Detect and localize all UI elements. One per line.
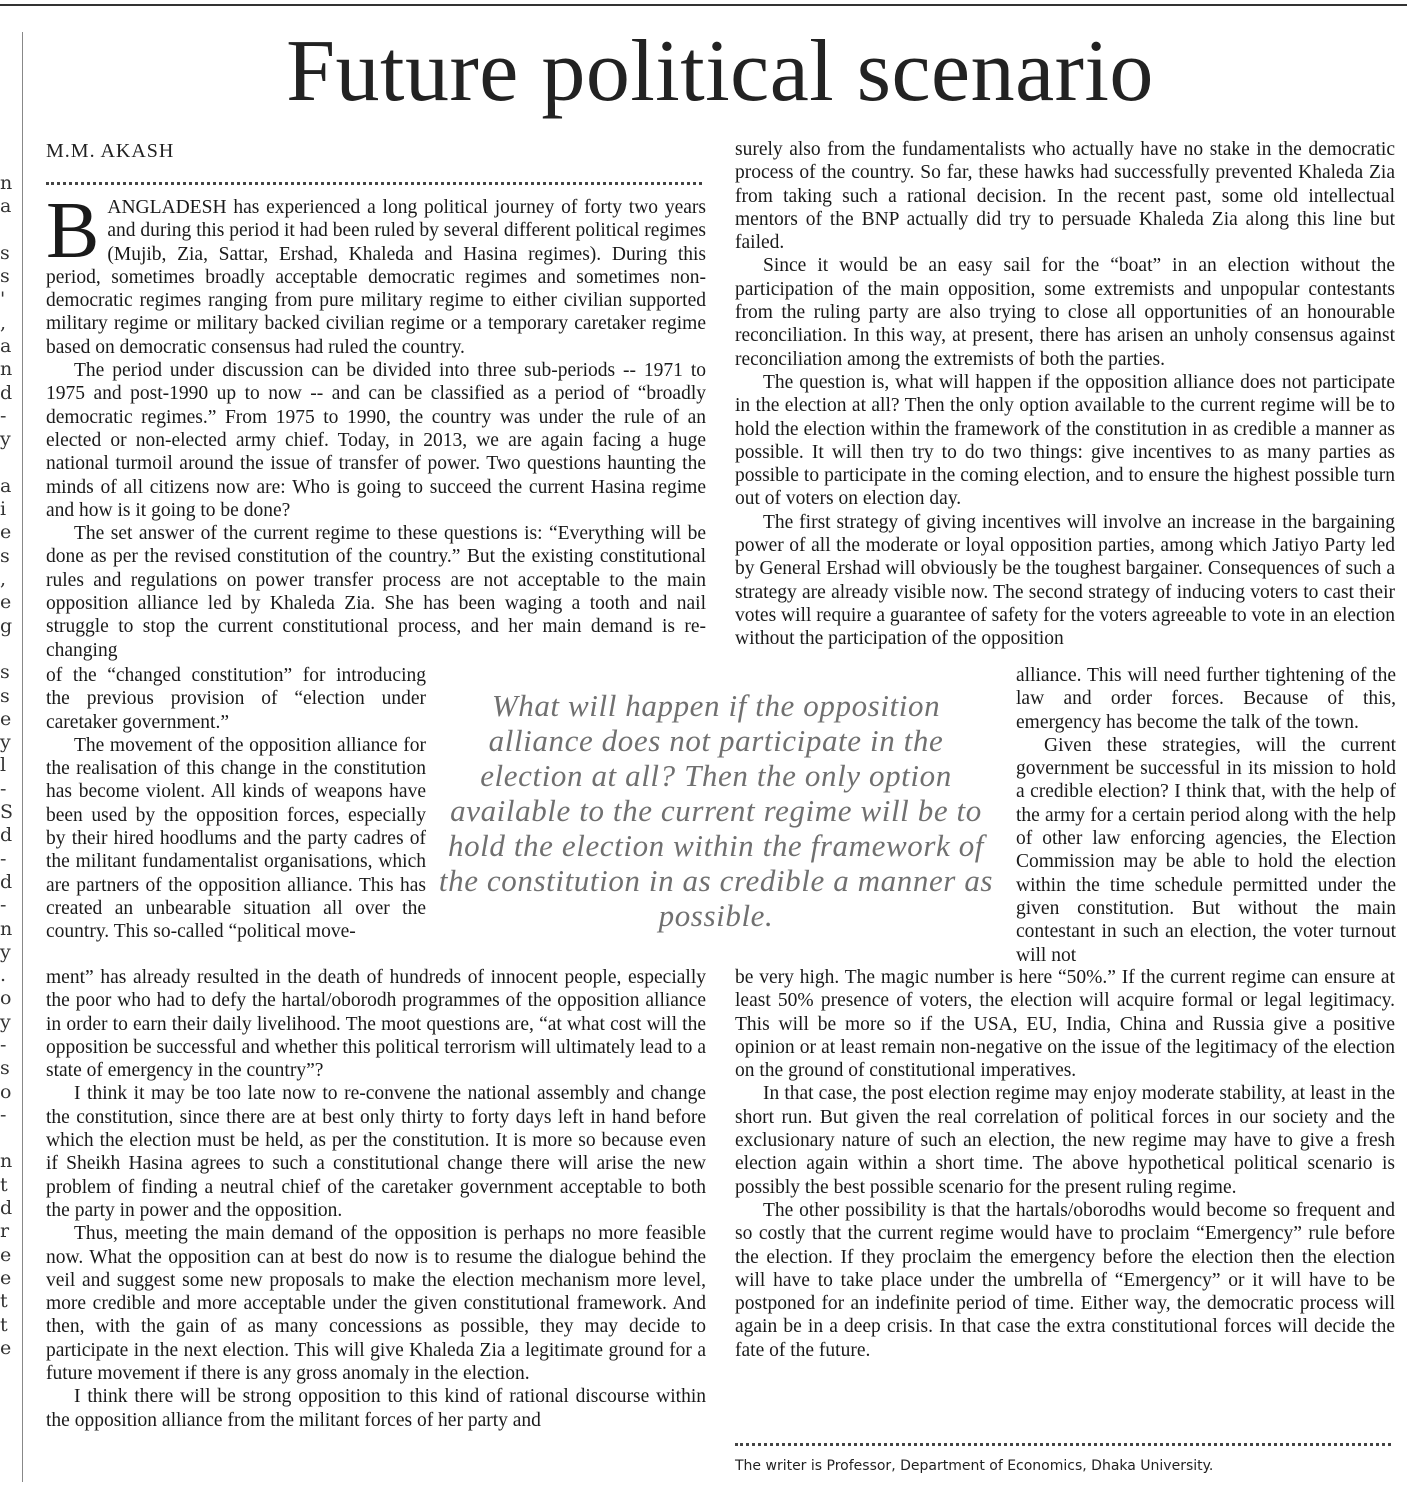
paragraph: The set answer of the current regime to these questions is: “Everything will be done as per the revised constitution of the country.” But the existing constitutional rules and regulations on power transfer process are not acceptable to the main opposition alliance led by Khaleda Zia. She has been waging a tooth and nail struggle to stop the current constitutional process, and her main demand is re-changing	[46, 523, 706, 661]
paragraph: Thus, meeting the main demand of the opposition is perhaps no more feasible now. What the opposition can at best do now is to resume the dialogue behind the veil and suggest some new proposals to make the election mechanism more level, more credible and more acceptable under the given constitutional framework. And then, with the gain of as many concessions as possible, they may decide to participate in the next election. This will give Khaleda Zia a legitimate ground for a future movement if there is any gross anomaly in the election.	[46, 1223, 706, 1385]
pull-quote: What will happen if the opposition alliance does not participate in the election at all? Then the only option available to the current regime will be to hold the election within the framework of the constitution in as credible a manner as possible.	[438, 688, 994, 933]
column-1-top	[46, 187, 706, 662]
paragraph: of the “changed constitution” for introducing the previous provision of “election under caretaker government.”	[46, 665, 426, 733]
paragraph: The movement of the opposition alliance for the realisation of this change in the constitution has become violent. All kinds of weapons have been used by the opposition forces, especially by their hired hoodlums and the party cadres of the militant fundamentalist organisations, which are partners of the opposition alliance. This has created an unbearable situation all over the country. This so-called “political move-	[46, 734, 426, 943]
paragraph: Given these strategies, will the current government be successful in its mission to hold a credible election? I think that, with the help of the army for a certain period along with the help of other law enforcing agencies, the Election Commission may be able to hold the election within the time schedule permitted under the given constitution. But without the main contestant in such an election, the voter turnout will not	[1016, 734, 1396, 966]
paragraph: The period under discussion can be divided into three sub-periods -- 1971 to 1975 and post-1990 up to now -- and can be classified as a period of “broadly democratic regimes.” From 1975 to 1990, the country was under the rule of an elected or non-elected army chief. Today, in 2013, we are again facing a huge national turmoil around the issue of transfer of power. Two questions haunting the minds of all citizens now are: Who is going to succeed the current Hasina regime and how is it going to be done?	[46, 360, 706, 521]
byline-divider	[46, 182, 702, 185]
byline: M.M. AKASH	[46, 140, 175, 162]
paragraph: ment” has already resulted in the death of hundreds of innocent people, especially the poor who had to defy the hartal/oborodh programmes of the opposition alliance in order to earn their daily livelihood. The moot questions are, “at what cost will the opposition be successful and whether this political terrorism will ultimately lead to a state of emergency in the country”?	[46, 967, 706, 1082]
paragraph: surely also from the fundamentalists who actually have no stake in the democratic process of the country. So far, these hawks had successfully prevented Khaleda Zia from taking such a rational decision. In the recent past, some old intellectual mentors of the BNP actually did try to persuade Khaleda Zia along this line but failed.	[735, 139, 1395, 254]
drop-cap: B	[46, 187, 100, 275]
paragraph: I think there will be strong opposition to this kind of rational discourse within the opposition alliance from the militant forces of her party and	[46, 1386, 706, 1431]
author-credit: The writer is Professor, Department of Economics, Dhaka University.	[735, 1458, 1214, 1474]
left-column-rule	[22, 32, 23, 1482]
top-rule	[0, 4, 1407, 6]
adjacent-article-fragment: n a s s ' , a n d - y a i e s , e g s s e y l - S d - d - n y . o y - s o - n t d r e e t t e	[0, 172, 14, 1359]
paragraph: The question is, what will happen if the opposition alliance does not participate in the election at all? Then the only option available to the current regime will be to hold the election within the framework of the constitution in as credible a manner as possible. It will then try to do two things: give incentives to as many parties as possible to participate in the coming election, and to ensure the highest possible turn out of voters on election day.	[735, 371, 1395, 510]
paragraph: The other possibility is that the hartals/oborodhs would become so frequent and so costly that the current regime would have to proclaim “Emergency” rule before the election. If they proclaim the emergency before the election then the election will have to take place under the umbrella of “Emergency” or it will have to be postponed for an indefinite period of time. Either way, the democratic process will again be in a deep crisis. In that case the extra constitutional forces will decide the fate of the future.	[735, 1199, 1395, 1361]
column-2-bottom	[735, 966, 1395, 1362]
paragraph: I think it may be too late now to re-convene the national assembly and change the constitution, since there are at best only thirty to forty days left in hand before which the election must be held, as per the constitution. It is more so because even if Sheikh Hasina agrees to such a constitutional change there will arise the new problem of finding a neutral chief of the caretaker government acceptable to both the party in power and the opposition.	[46, 1083, 706, 1221]
paragraph: be very high. The magic number is here “50%.” If the current regime can ensure at least 50% presence of voters, the election will acquire formal or legal legitimacy. This will be more so if the USA, EU, India, China and Russia give a positive opinion or at least remain non-negative on the issue of the legitimacy of the election on the ground of constitutional imperatives.	[735, 967, 1395, 1082]
paragraph: The first strategy of giving incentives will involve an increase in the bargaining power of all the moderate or loyal opposition parties, among which Jatiyo Party led by General Ershad will obviously be the toughest bargainer. Consequences of such a strategy are already visible now. The second strategy of inducing voters to cast their votes will require a guarantee of safety for the voters agreeable to vote in an election without the participation of the opposition	[735, 511, 1396, 650]
paragraph: In that case, the post election regime may enjoy moderate stability, at least in the short run. But given the real correlation of political forces in our society and the exclusionary nature of such an election, the new regime may have to give a fresh election again within a short time. The above hypothetical political scenario is possibly the best possible scenario for the present ruling regime.	[735, 1083, 1395, 1198]
column-2-narrow	[1016, 664, 1396, 967]
headline: Future political scenario	[286, 23, 1154, 120]
column-1-bottom	[46, 966, 706, 1432]
paragraph: Since it would be an easy sail for the “boat” in an election without the participation of the main opposition, some extremists and unpopular contestants from the ruling party are also trying to close all opportunities of an honourable reconciliation. In this way, at present, there has arisen an unholy consensus against reconciliation among the extremists of both the parties.	[735, 255, 1395, 370]
column-2-top	[735, 138, 1395, 651]
column-1-narrow	[46, 664, 426, 944]
paragraph: alliance. This will need further tightening of the law and order forces. Because of this, emergency has become the talk of the town.	[1016, 665, 1396, 733]
paragraph-intro: BANGLADESH has experienced a long political journey of forty two years and during this period it had been ruled by several different political regimes (Mujib, Zia, Sattar, Ershad, Khaleda and Hasina regimes). During this period, sometimes broadly acceptable democratic regimes and sometimes non-democratic regimes ranging from pure military regime to either civilian supported military regime or military backed civilian regime or a temporary caretaker regime based on democratic consensus had ruled the country.	[46, 187, 706, 358]
credit-divider	[735, 1443, 1391, 1446]
